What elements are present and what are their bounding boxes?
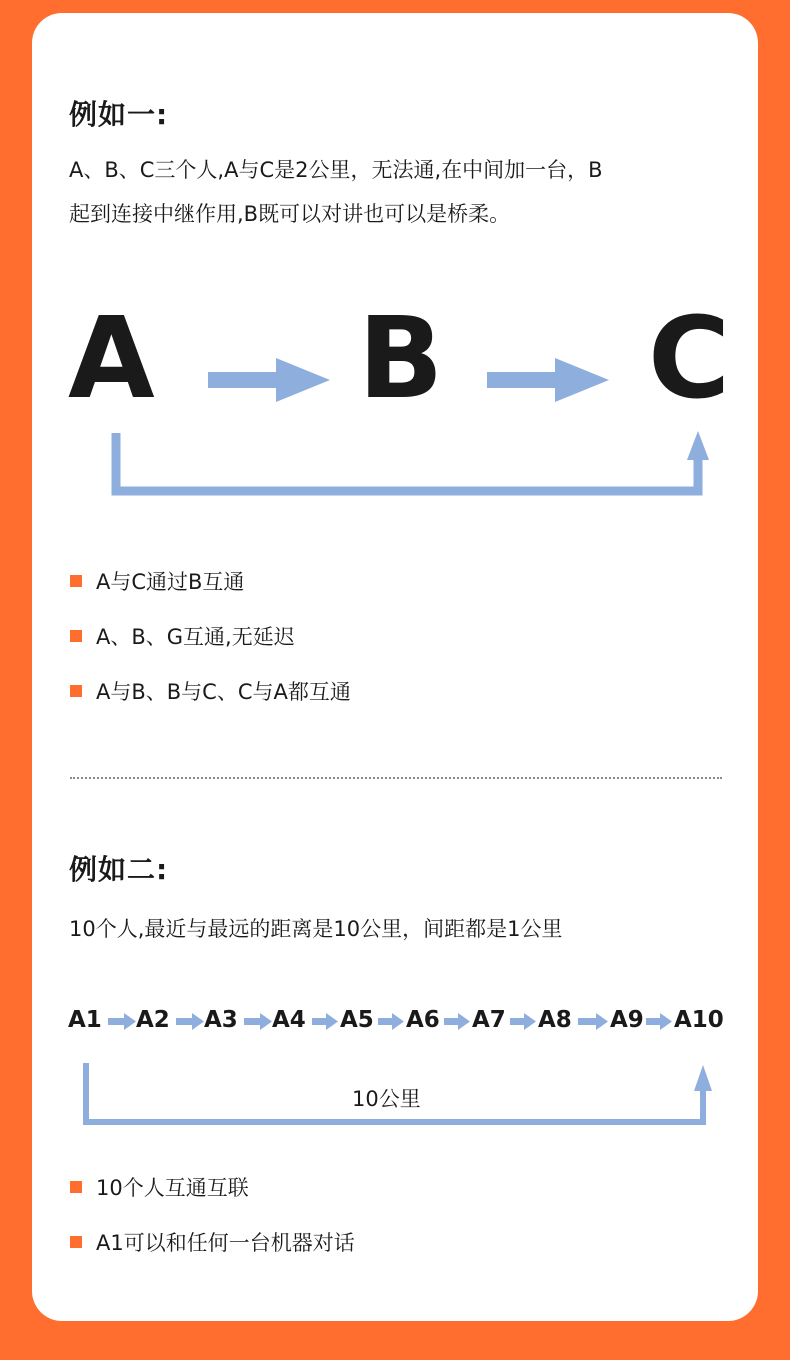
bullet-square-icon (70, 1181, 82, 1193)
arrow-small-icon (378, 1013, 404, 1030)
bullet-text: A与C通过B互通 (96, 570, 245, 594)
node-a7-label: A7 (472, 1007, 506, 1033)
arrow-small-icon (108, 1013, 136, 1030)
arrow-small-icon (510, 1013, 536, 1030)
section-divider (70, 777, 722, 779)
example1-bullet-2 (70, 621, 295, 651)
example1-description-line2: 起到连接中继作用,B既可以对讲也可以是桥柔。 (69, 202, 511, 226)
example2-description: 10个人,最近与最远的距离是10公里，间距都是1公里 (69, 917, 563, 941)
content-card (32, 13, 758, 1321)
arrow-b-to-c-icon (487, 358, 609, 402)
example1-heading: 例如一: (69, 98, 169, 131)
example1-description-line1: A、B、C三个人,A与C是2公里，无法通,在中间加一台，B (69, 158, 603, 182)
arrow-a-to-b-icon (208, 358, 330, 402)
bullet-square-icon (70, 685, 82, 697)
node-a5-label: A5 (340, 1007, 374, 1033)
example2-heading: 例如二: (69, 853, 169, 886)
diagram1-arrows (32, 294, 758, 503)
node-a3-label: A3 (204, 1007, 238, 1033)
bullet-square-icon (70, 630, 82, 642)
bullet-text: A与B、B与C、C与A都互通 (96, 680, 351, 704)
bullet-square-icon (70, 1236, 82, 1248)
arrow-small-icon (312, 1013, 338, 1030)
node-a8-label: A8 (538, 1007, 572, 1033)
node-a-label: A (68, 294, 155, 424)
arrow-small-icon (578, 1013, 608, 1030)
arrow-small-icon (176, 1013, 204, 1030)
arrow-small-icon (244, 1013, 272, 1030)
bullet-text: 10个人互通互联 (96, 1176, 249, 1200)
node-a2-label: A2 (136, 1007, 170, 1033)
node-b-label: B (358, 294, 444, 424)
example2-diagram (32, 1003, 758, 1133)
arrow-small-icon (646, 1013, 672, 1030)
arrow-a-to-c-bracket-icon (116, 431, 709, 491)
range-label: 10公里 (352, 1087, 421, 1111)
bullet-text: A1可以和任何一台机器对话 (96, 1231, 355, 1255)
node-a6-label: A6 (406, 1007, 440, 1033)
node-c-label: C (648, 294, 731, 424)
node-a1-label: A1 (68, 1007, 102, 1033)
example1-bullet-3 (70, 676, 351, 706)
example1-bullet-1 (70, 566, 244, 596)
node-a10-label: A10 (674, 1007, 724, 1033)
diagram2-arrows (32, 1003, 758, 1133)
example2-bullet-2 (70, 1227, 355, 1257)
node-a4-label: A4 (272, 1007, 306, 1033)
bullet-square-icon (70, 575, 82, 587)
node-a9-label: A9 (610, 1007, 644, 1033)
example1-diagram (32, 294, 758, 503)
example2-bullet-1 (70, 1172, 249, 1202)
bullet-text: A、B、G互通,无延迟 (96, 625, 295, 649)
arrow-small-icon (444, 1013, 470, 1030)
